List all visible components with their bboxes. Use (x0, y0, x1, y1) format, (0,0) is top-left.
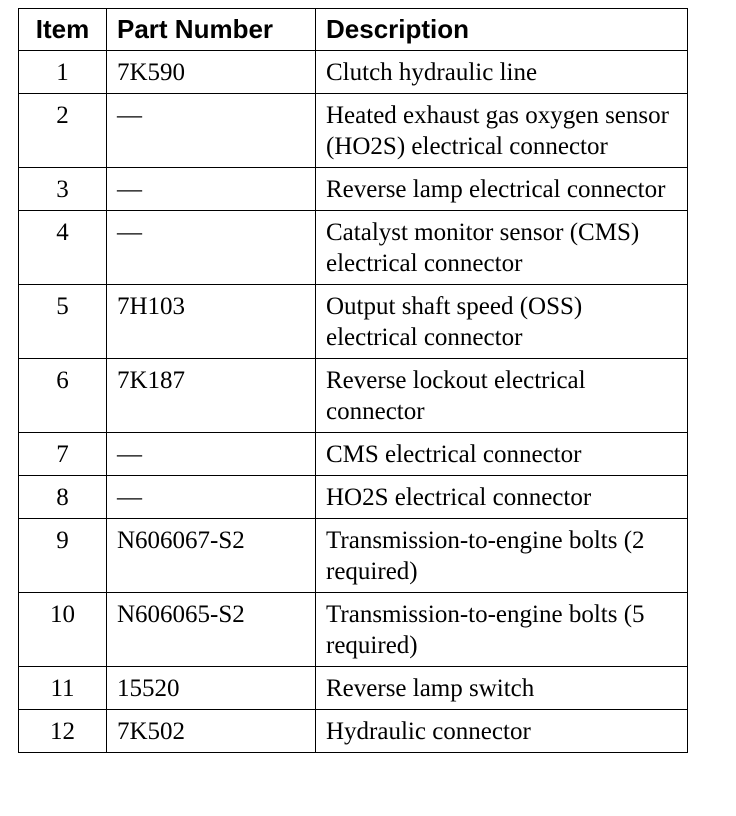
item-cell: 12 (19, 710, 107, 753)
item-cell: 3 (19, 168, 107, 211)
header-item: Item (19, 9, 107, 51)
part-number-cell: — (107, 476, 316, 519)
part-number-cell: 7K502 (107, 710, 316, 753)
item-cell: 1 (19, 51, 107, 94)
header-part-number: Part Number (107, 9, 316, 51)
description-cell: Transmission-to-engine bolts (2 required) (316, 519, 688, 593)
item-cell: 8 (19, 476, 107, 519)
description-cell: Clutch hydraulic line (316, 51, 688, 94)
item-cell: 11 (19, 667, 107, 710)
item-cell: 2 (19, 94, 107, 168)
part-number-cell: 7H103 (107, 285, 316, 359)
part-number-cell: 15520 (107, 667, 316, 710)
part-number-cell: — (107, 211, 316, 285)
item-cell: 4 (19, 211, 107, 285)
description-cell: Hydraulic connector (316, 710, 688, 753)
item-cell: 6 (19, 359, 107, 433)
item-cell: 10 (19, 593, 107, 667)
description-cell: Reverse lamp switch (316, 667, 688, 710)
part-number-cell: — (107, 168, 316, 211)
table-row (19, 667, 688, 710)
part-number-cell: N606065-S2 (107, 593, 316, 667)
table-row (19, 211, 688, 285)
part-number-cell: — (107, 433, 316, 476)
header-row (19, 9, 688, 51)
parts-table (18, 8, 688, 753)
table-row (19, 285, 688, 359)
description-cell: Transmission-to-engine bolts (5 required) (316, 593, 688, 667)
part-number-cell: N606067-S2 (107, 519, 316, 593)
description-cell: HO2S electrical connector (316, 476, 688, 519)
table-row (19, 710, 688, 753)
table-row (19, 51, 688, 94)
part-number-cell: — (107, 94, 316, 168)
description-cell: Heated exhaust gas oxygen sensor (HO2S) electrical connector (316, 94, 688, 168)
part-number-cell: 7K590 (107, 51, 316, 94)
header-description: Description (316, 9, 688, 51)
description-cell: CMS electrical connector (316, 433, 688, 476)
table-row (19, 168, 688, 211)
table-row (19, 433, 688, 476)
table-row (19, 359, 688, 433)
table-row (19, 519, 688, 593)
description-cell: Output shaft speed (OSS) electrical connector (316, 285, 688, 359)
table-row (19, 593, 688, 667)
table-row (19, 476, 688, 519)
item-cell: 9 (19, 519, 107, 593)
description-cell: Reverse lamp electrical connector (316, 168, 688, 211)
part-number-cell: 7K187 (107, 359, 316, 433)
table-row (19, 94, 688, 168)
item-cell: 5 (19, 285, 107, 359)
description-cell: Catalyst monitor sensor (CMS) electrical connector (316, 211, 688, 285)
item-cell: 7 (19, 433, 107, 476)
description-cell: Reverse lockout electrical connector (316, 359, 688, 433)
